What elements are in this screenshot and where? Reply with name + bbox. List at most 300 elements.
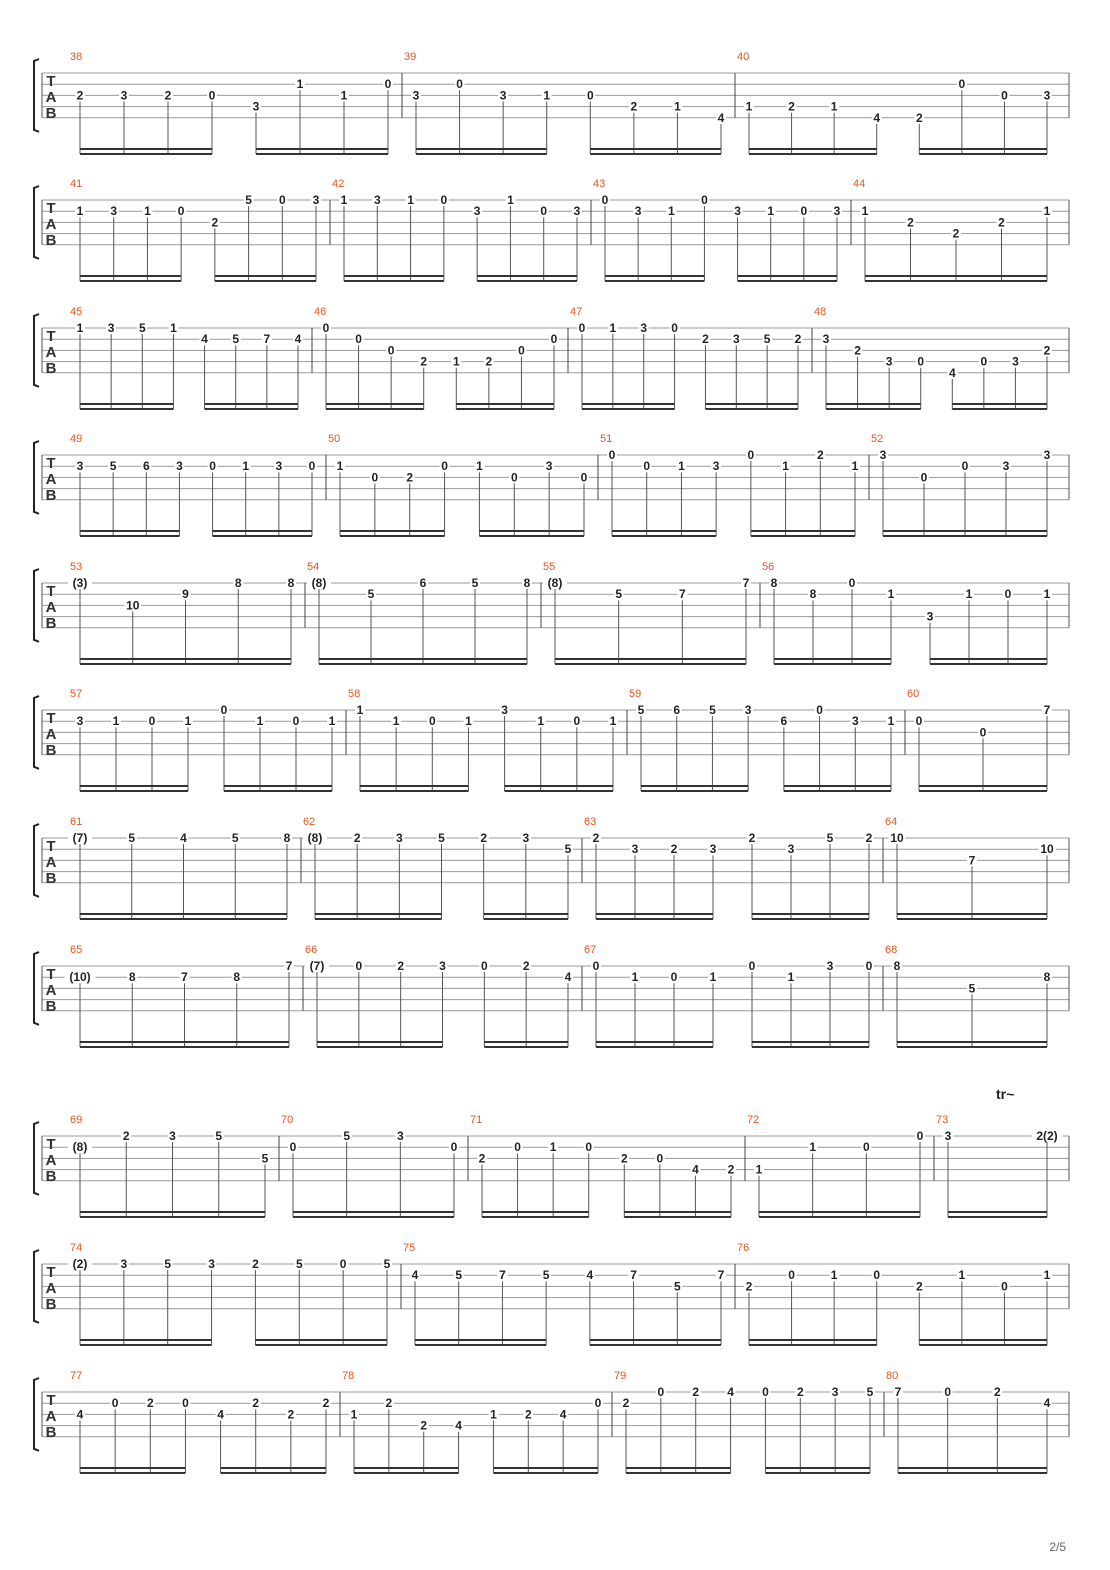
measure-number: 51 [600,433,613,445]
fret-number: 5 [709,703,716,717]
fret-number: 5 [471,576,479,590]
fret-number: 5 [637,703,645,717]
fret-number: 10 [1040,842,1054,857]
fret-number: 4 [1043,1396,1051,1411]
fret-number: 5 [866,1385,874,1399]
tab-clef-letter: T [46,583,56,600]
tab-clef-letter: T [46,966,56,983]
tab-clef-letter: T [46,455,56,472]
tab-clef-letter: A [45,599,57,616]
fret-number: 0 [355,332,362,347]
measure-number: 50 [328,433,341,445]
tab-clef-letter: T [46,1264,56,1281]
measure-number: 46 [314,306,327,318]
system-bracket [34,1122,39,1195]
measure-number: 64 [885,816,898,828]
fret-number: 3 [120,88,128,103]
fret-number: 0 [608,448,616,462]
fret-number: 1 [1043,204,1051,219]
fret-number: 5 [615,587,623,602]
fret-number: 0 [480,959,488,973]
fret-number: 5 [367,587,375,602]
fret-number: 2 [865,831,873,845]
fret-number: 1 [1043,1268,1051,1283]
fret-number: 2 [522,959,530,973]
fret-number: 3 [831,1385,839,1399]
fret-number: 2 [385,1396,393,1411]
fret-number: 5 [245,193,252,207]
fret-number: 0 [586,88,594,103]
fret-number: 3 [926,609,934,624]
fret-number: (3) [72,576,88,590]
fret-number: 0 [339,1257,347,1271]
fret-number: 1 [782,459,789,474]
fret-number: 0 [1001,1279,1008,1294]
fret-number: 4 [180,831,187,845]
fret-number: 2 [727,1162,735,1177]
fret-number: 1 [609,714,617,729]
fret-number: 2 [420,1418,428,1433]
fret-number: 0 [440,193,448,207]
system-bracket [34,314,39,387]
fret-number: 2 [816,448,824,462]
fret-number: 3 [1012,354,1019,369]
fret-number: 0 [1004,587,1012,602]
fret-number: 0 [670,970,678,985]
measure-number: 44 [853,178,866,190]
measure-number: 59 [629,688,642,700]
fret-number: 2 [854,343,861,358]
fret-number: 5 [455,1268,463,1283]
system-bracket [34,1378,39,1451]
tab-clef-letter: T [46,1136,56,1153]
fret-number: 8 [234,576,242,590]
fret-number: 1 [549,1140,557,1155]
fret-number: 3 [709,842,717,857]
fret-number: 2 [692,1385,700,1399]
fret-number: 3 [522,831,530,845]
fret-number: 3 [634,204,642,219]
system-bracket [34,952,39,1025]
tab-clef-letter: B [45,1296,57,1313]
fret-number: 0 [848,576,856,590]
measure-number: 48 [814,306,827,318]
fret-number: 3 [169,1129,176,1143]
tab-clef-letter: T [46,710,56,727]
fret-number: 1 [328,714,336,729]
fret-number: 7 [285,959,293,973]
fret-number: 3 [208,1257,215,1271]
fret-number: 0 [355,959,363,973]
fret-number: 3 [640,321,648,335]
fret-number: 5 [261,1151,269,1166]
fret-number: 3 [110,204,118,219]
fret-number: 0 [292,714,300,729]
fret-number: 1 [767,204,775,219]
fret-number: 1 [830,1268,838,1283]
measure-number: 47 [570,306,583,318]
fret-number: 5 [438,831,445,845]
measure-number: 66 [305,944,318,956]
fret-number: 0 [920,470,928,485]
measure-number: 78 [342,1370,355,1382]
fret-number: 4 [692,1162,699,1177]
fret-number: 2 [702,332,709,347]
fret-number: 0 [148,714,156,729]
fret-number: 4 [201,332,208,347]
fret-number: 4 [411,1268,419,1283]
fret-number: 1 [851,459,859,474]
fret-number: 0 [308,459,316,474]
fret-number: 2 [122,1129,130,1143]
fret-number: 0 [510,470,518,485]
measure-number: 41 [70,178,83,190]
measure-number: 65 [70,944,83,956]
fret-number: 3 [176,459,183,474]
fret-number: 3 [396,1129,404,1143]
fret-number: 0 [220,703,228,717]
tab-clef-letter: A [45,216,57,233]
fret-number: 0 [862,1140,870,1155]
fret-number: 3 [1002,459,1010,474]
fret-number: 1 [340,88,348,103]
fret-number: 5 [295,1257,303,1271]
fret-number: 0 [540,204,548,219]
fret-number: 3 [1043,88,1051,103]
fret-number: 0 [278,193,286,207]
trill-mark: tr~ [996,1086,1015,1102]
fret-number: 0 [573,714,581,729]
fret-number: 1 [184,714,192,729]
fret-number: 7 [263,332,271,347]
fret-number: 0 [747,448,755,462]
fret-number: 0 [177,204,185,219]
fret-number: 1 [787,970,795,985]
fret-number: 5 [968,981,976,996]
fret-number: 0 [580,470,588,485]
fret-number: 3 [734,204,741,219]
fret-number: 0 [441,459,448,474]
fret-number: 3 [76,459,84,474]
measure-number: 56 [762,561,775,573]
fret-number: 0 [371,470,379,485]
fret-number: 1 [76,204,84,219]
fret-number: 3 [833,204,841,219]
fret-number: (8) [307,831,323,845]
fret-number: 0 [289,1140,297,1155]
fret-number: 4 [717,110,725,125]
fret-number: 4 [455,1418,462,1433]
fret-number: 5 [231,831,239,845]
fret-number: 3 [545,459,553,474]
fret-number: 0 [944,1385,952,1399]
fret-number: 4 [873,110,881,125]
fret-number: 0 [182,1396,189,1411]
tab-clef-letter: T [46,838,56,855]
fret-number: 5 [138,321,146,335]
fret-number: 3 [312,193,320,207]
fret-number: 3 [879,448,887,462]
fret-number: 3 [120,1257,128,1271]
fret-number: 0 [701,193,708,207]
tab-clef-letter: A [45,344,57,361]
tab-clef-letter: B [45,360,57,377]
fret-number: 2 [164,88,172,103]
measure-number: 38 [70,51,83,63]
fret-number: 5 [215,1129,223,1143]
fret-number: 7 [678,587,686,602]
fret-number: 2 [478,1151,486,1166]
fret-number: 7 [968,853,976,868]
fret-number: 4 [294,332,302,347]
system-bracket [34,59,39,132]
fret-number: 2 [788,99,795,114]
fret-number: 0 [578,321,586,335]
fret-number: 5 [343,1129,351,1143]
fret-number: 2 [592,831,600,845]
fret-number: 2 [952,226,960,241]
fret-number: 0 [456,77,463,92]
fret-number: 1 [965,587,973,602]
tab-clef-letter: B [45,1424,57,1441]
fret-number: 4 [564,970,572,985]
fret-number: 1 [1043,587,1051,602]
fret-number: 1 [476,459,483,474]
fret-number: (7) [309,959,325,973]
fret-number: 3 [395,831,403,845]
fret-number: 1 [543,88,551,103]
fret-number: 1 [507,193,514,207]
fret-number: 3 [712,459,720,474]
fret-number: 0 [816,703,823,717]
fret-number: 8 [1043,970,1051,985]
fret-number: 1 [958,1268,966,1283]
fret-number: 2 [406,470,414,485]
page-number: 2/5 [1049,1540,1066,1554]
fret-number: 1 [392,714,400,729]
fret-number: 3 [107,321,115,335]
fret-number: 4 [559,1407,567,1422]
fret-number: 0 [643,459,651,474]
fret-number: 2 [76,88,84,103]
tab-clef-letter: A [45,982,57,999]
tab-clef-letter: B [45,615,57,632]
system-bracket [34,569,39,642]
fret-number: (8) [547,576,563,590]
fret-number: 2 [796,1385,804,1399]
fret-number: 0 [428,714,436,729]
fret-number: 1 [887,587,895,602]
measure-number: 49 [70,433,83,445]
tab-clef-letter: T [46,328,56,345]
system-bracket [34,696,39,769]
measure-number: 70 [281,1114,294,1126]
measure-number: 55 [543,561,556,573]
fret-number: 5 [564,842,572,857]
fret-number: 5 [109,459,117,474]
tab-clef-letter: B [45,487,57,504]
fret-number: 2 [397,959,405,973]
fret-number: 2 [794,332,802,347]
fret-number: 0 [917,354,925,369]
fret-number: 1 [350,1407,358,1422]
fret-number: 5 [232,332,240,347]
fret-number: 2 [670,842,678,857]
fret-number: 1 [674,99,681,114]
fret-number: 8 [233,970,241,985]
fret-number: 0 [514,1140,521,1155]
fret-number: 0 [800,204,808,219]
fret-number: 2 [622,1396,630,1411]
fret-number: 2 [998,215,1005,230]
fret-number: 0 [450,1140,458,1155]
fret-number: 7 [742,576,750,590]
tab-clef-letter: T [46,200,56,217]
fret-number: 1 [887,714,895,729]
fret-number: 0 [594,1396,602,1411]
fret-number: 0 [748,959,756,973]
fret-number: 5 [542,1268,550,1283]
measure-number: 75 [403,1242,416,1254]
fret-number: 2 [745,1279,753,1294]
fret-number: 8 [523,576,531,590]
fret-number: 3 [631,842,639,857]
fret-number: 7 [894,1385,902,1399]
measure-number: 39 [404,51,417,63]
fret-number: 1 [242,459,250,474]
fret-number: 3 [252,99,260,114]
measure-number: 61 [70,816,83,828]
fret-number: 0 [1001,88,1008,103]
fret-number: 2 [211,215,219,230]
tab-clef-letter: A [45,89,57,106]
fret-number: 0 [111,1396,119,1411]
fret-number: 0 [762,1385,769,1399]
fret-number: 2 [420,354,428,369]
fret-number: 3 [573,204,581,219]
fret-number: 4 [948,365,956,380]
fret-number: 0 [592,959,600,973]
fret-number: 7 [1043,703,1051,717]
fret-number: 0 [657,1385,665,1399]
tab-clef-letter: A [45,854,57,871]
fret-number: 1 [709,970,717,985]
fret-number: 2 [287,1407,295,1422]
fret-number: 3 [851,714,859,729]
fret-number: 7 [499,1268,506,1283]
measure-number: 74 [70,1242,83,1254]
measure-number: 69 [70,1114,83,1126]
measure-number: 58 [348,688,361,700]
fret-number: 1 [112,714,120,729]
measure-number: 52 [871,433,884,445]
fret-number: 0 [322,321,330,335]
measure-number: 42 [332,178,345,190]
fret-number: 10 [890,831,904,845]
fret-number: 1 [296,77,304,92]
fret-number: 0 [585,1140,593,1155]
fret-number: 0 [788,1268,795,1283]
fret-number: 4 [76,1407,84,1422]
measure-number: 76 [737,1242,750,1254]
fret-number: 6 [419,576,427,590]
fret-number: 1 [631,970,639,985]
measure-number: 72 [747,1114,760,1126]
fret-number: 10 [126,598,140,613]
measure-number: 77 [70,1370,83,1382]
tab-clef-letter: A [45,1152,57,1169]
fret-number: 1 [537,714,545,729]
fret-number: 3 [412,88,420,103]
fret-number: 5 [128,831,136,845]
measure-number: 79 [614,1370,627,1382]
fret-number: 4 [727,1385,734,1399]
fret-number: 3 [473,204,481,219]
fret-number: 2 [915,110,923,125]
measure-number: 68 [885,944,898,956]
fret-number: 7 [717,1268,725,1283]
fret-number: 0 [865,959,873,973]
fret-number: 6 [673,703,681,717]
fret-number: 1 [76,321,84,335]
fret-number: 2 [524,1407,532,1422]
fret-number: 3 [439,959,446,973]
measure-number: 53 [70,561,83,573]
fret-number: 3 [732,332,740,347]
fret-number: 3 [499,88,507,103]
fret-number: 0 [550,332,558,347]
fret-number: 0 [980,354,988,369]
tab-clef-letter: B [45,742,57,759]
tab-clef-letter: A [45,1408,57,1425]
fret-number: 2 [146,1396,154,1411]
fret-number: 3 [787,842,795,857]
fret-number: 1 [336,459,344,474]
tab-clef-letter: B [45,870,57,887]
measure-number: 40 [737,51,750,63]
tab-clef-letter: T [46,1392,56,1409]
fret-number: 0 [208,88,216,103]
measure-number: 67 [584,944,597,956]
measure-number: 45 [70,306,83,318]
tab-clef-letter: A [45,471,57,488]
fret-number: (2) [72,1257,88,1271]
fret-number: 0 [601,193,609,207]
fret-number: 3 [1043,448,1051,462]
fret-number: 1 [667,204,675,219]
fret-number: 2(2) [1036,1129,1058,1143]
fret-number: 0 [656,1151,664,1166]
fret-number: (10) [69,970,91,985]
fret-number: 7 [181,970,188,985]
fret-number: 3 [885,354,893,369]
fret-number: 1 [340,193,348,207]
fret-number: 2 [993,1385,1001,1399]
fret-number: 8 [770,576,778,590]
tab-clef-letter: B [45,1168,57,1185]
fret-number: 8 [893,959,901,973]
fret-number: 3 [744,703,752,717]
tab-clef-letter: B [45,232,57,249]
fret-number: 3 [501,703,508,717]
fret-number: 1 [452,354,460,369]
measure-number: 62 [303,816,316,828]
fret-number: 2 [480,831,488,845]
tab-clef-letter: B [45,998,57,1015]
measure-number: 60 [907,688,920,700]
fret-number: 8 [283,831,291,845]
fret-number: 2 [252,1257,259,1271]
